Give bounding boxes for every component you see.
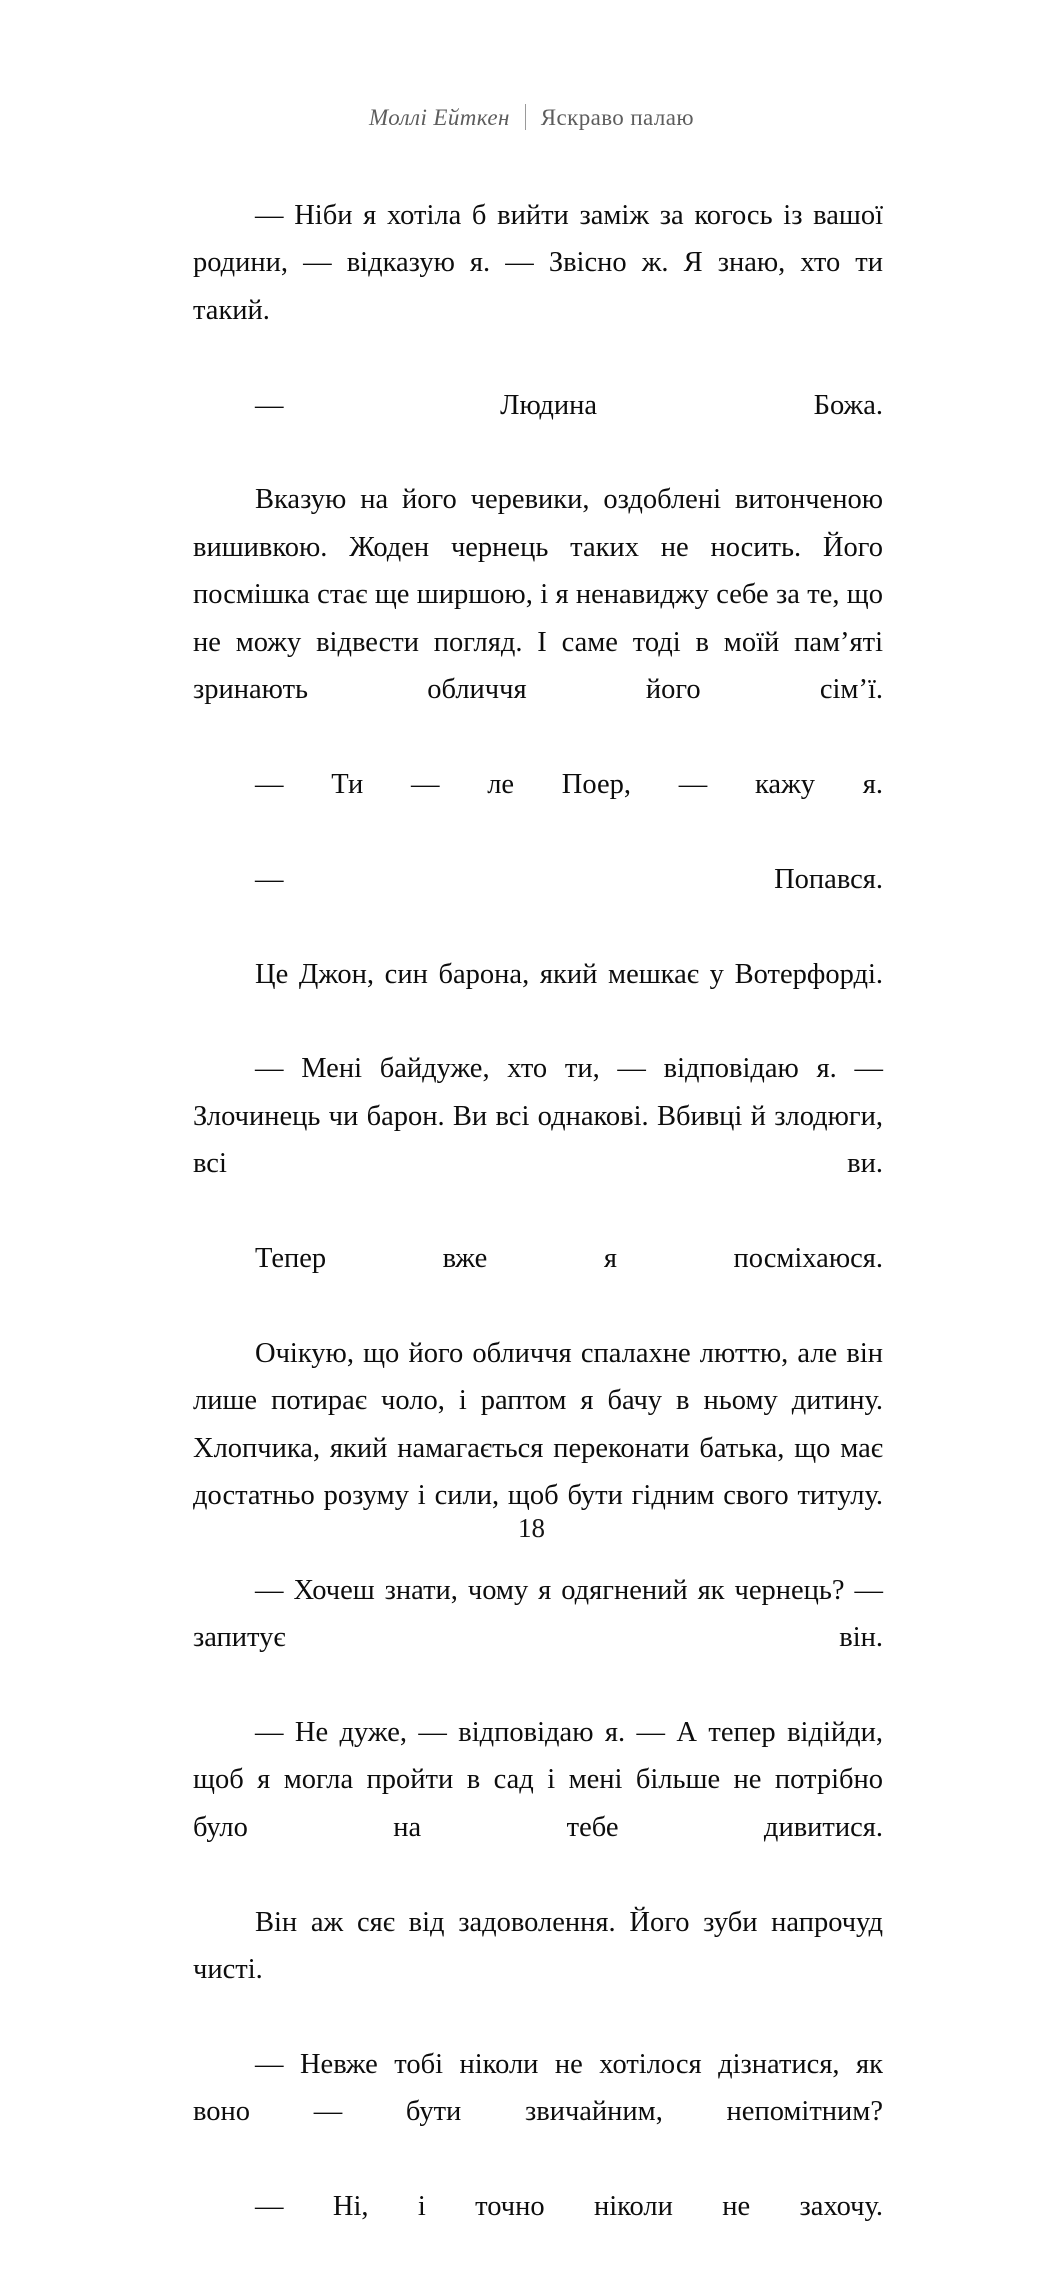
- paragraph: Він аж сяє від задоволення. Його зуби напрочуд чисті.: [193, 1906, 883, 1986]
- running-head-separator-icon: [525, 104, 526, 130]
- paragraph: — Ти — ле Поер, — кажу я.: [255, 768, 883, 800]
- paragraph: — Ні, і точно ніколи не захочу.: [255, 2191, 883, 2223]
- paragraph: Вказую на його черевики, оздоблені витонченою вишивкою. Жоден чернець таких не носить. Його посмішка стає ще ширшою, і я ненавиджу себе за те, що не можу відвести погляд. І саме тоді в моїй пам’яті зринають обличчя його сім’ї.: [193, 484, 883, 706]
- paragraph: — Не дуже, — відповідаю я. — А тепер відійди, щоб я могла пройти в сад і мені більше не потрібно було на тебе дивитися.: [193, 1717, 883, 1843]
- paragraph: Це Джон, син барона, який мешкає у Вотерфорді.: [255, 958, 883, 990]
- paragraph: — Невже тобі ніколи не хотілося дізнатися, як воно — бути звичайним, непомітним?: [193, 2048, 883, 2128]
- running-head-author: Моллі Ейткен: [369, 105, 510, 130]
- paragraph: — Ніби я хотіла б вийти заміж за когось із вашої родини, — відказую я. — Звісно ж. Я знаю, хто ти такий.: [193, 200, 883, 326]
- paragraph: Очікую, що його обличчя спалахне люттю, але він лише потирає чоло, і раптом я бачу в ньому дитину. Хлопчика, який намагається переконати батька, що має достатньо розуму і сили, щоб бути гідним свого титулу.: [193, 1337, 883, 1511]
- page-number: 18: [518, 1513, 545, 1543]
- paragraph: — Людина Божа.: [255, 389, 883, 421]
- body-text: [193, 192, 883, 2278]
- paragraph: Тепер вже я посміхаюся.: [255, 1242, 883, 1274]
- paragraph: — Хочеш знати, чому я одягнений як чернець? — запитує він.: [193, 1574, 883, 1654]
- paragraph: — Попався.: [255, 863, 883, 895]
- paragraph: — Мені байдуже, хто ти, — відповідаю я. — Злочинець чи барон. Ви всі однакові. Вбивці й злодюги, всі ви.: [193, 1053, 883, 1180]
- running-head: [0, 104, 1063, 131]
- running-head-title: Яскраво палаю: [540, 105, 694, 130]
